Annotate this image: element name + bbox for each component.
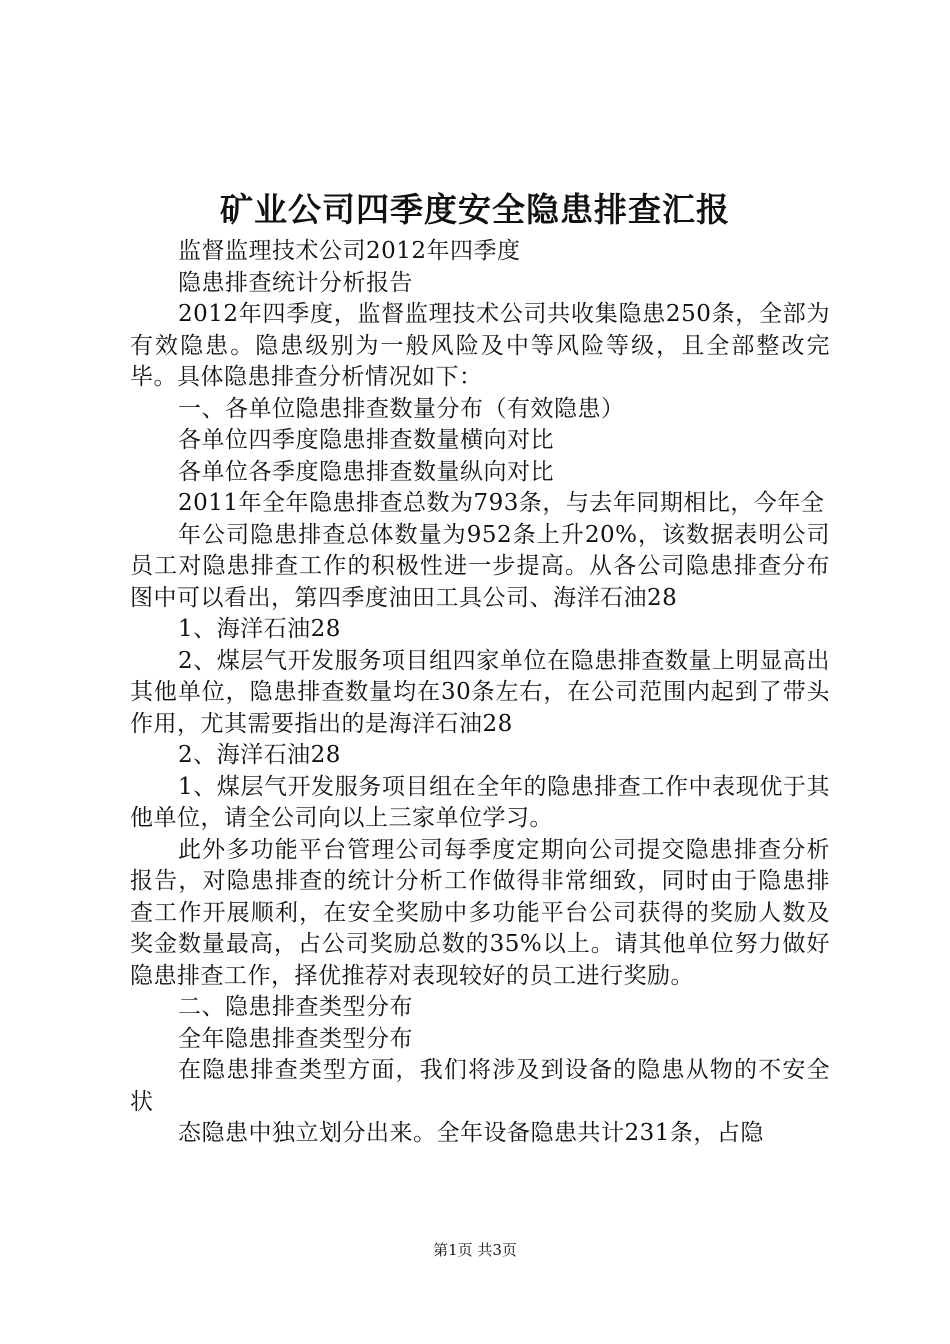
paragraph: 此外多功能平台管理公司每季度定期向公司提交隐患排查分析报告，对隐患排查的统计分析工作做得非常细致，同时由于隐患排查工作开展顺利，在安全奖励中多功能平台公司获得的奖励人数及奖金数量最高，占公司奖励总数的35%以上。请其他单位努力做好隐患排查工作，择优推荐对表现较好的员工进行奖励。 [130,836,830,989]
section-heading: 二、隐患排查类型分布 [178,994,413,1020]
paragraph: 监督监理技术公司2012年四季度 [178,238,521,264]
paragraph: 隐患排查统计分析报告 [178,269,413,296]
document-body [130,236,830,1150]
paragraph: 年公司隐患排查总体数量为952条上升20%，该数据表明公司员工对隐患排查工作的积极性进一步提高。从各公司隐患排查分布图中可以看出，第四季度油田工具公司、海洋石油28 [130,521,830,611]
paragraph: 1、海洋石油28 [178,616,341,642]
figure-caption: 各单位各季度隐患排查数量纵向对比 [178,458,554,485]
paragraph: 2、海洋石油28 [178,742,341,768]
section-heading: 一、各单位隐患排查数量分布（有效隐患） [178,395,625,422]
paragraph: 2012年四季度，监督监理技术公司共收集隐患250条，全部为有效隐患。隐患级别为一般风险及中等风险等级，且全部整改完毕。具体隐患排查分析情况如下： [130,301,830,390]
paragraph: 态隐患中独立划分出来。全年设备隐患共计231条，占隐 [178,1120,764,1146]
paragraph: 2011年全年隐患排查总数为793条，与去年同期相比，今年全 [178,490,825,516]
paragraph: 2、煤层气开发服务项目组四家单位在隐患排查数量上明显高出其他单位，隐患排查数量均在30条左右，在公司范围内起到了带头作用，尤其需要指出的是海洋石油28 [130,647,830,737]
figure-caption: 各单位四季度隐患排查数量横向对比 [178,427,554,453]
page-footer: 第1页 共3页 [433,1241,517,1259]
paragraph: 1、煤层气开发服务项目组在全年的隐患排查工作中表现优于其他单位，请全公司向以上三家单位学习。 [130,773,830,831]
figure-caption: 全年隐患排查类型分布 [178,1025,413,1052]
paragraph: 在隐患排查类型方面，我们将涉及到设备的隐患从物的不安全状 [130,1057,830,1115]
document-title: 矿业公司四季度安全隐患排查汇报 [220,190,730,229]
